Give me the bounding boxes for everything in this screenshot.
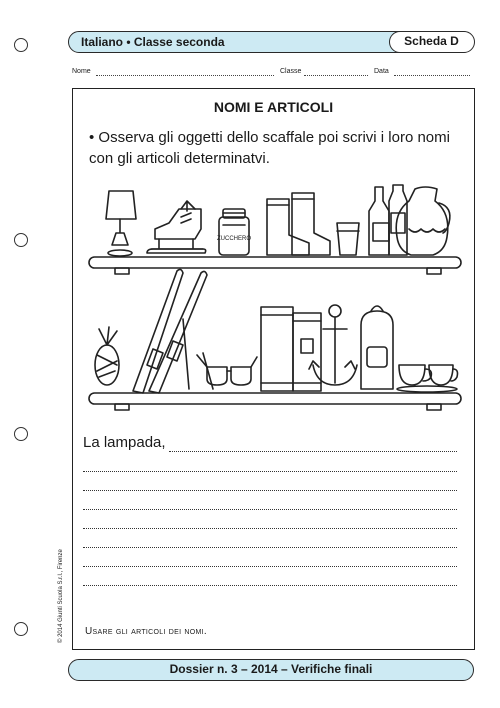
name-field[interactable]	[96, 75, 274, 76]
date-field[interactable]	[394, 75, 470, 76]
lower-shelf-brackets	[115, 404, 441, 410]
answer-line[interactable]	[83, 490, 457, 491]
sunglasses-icon	[197, 355, 257, 385]
skate-icon	[147, 201, 206, 253]
svg-text:ZUCCHERO: ZUCCHERO	[217, 236, 251, 242]
binder-hole	[14, 427, 28, 441]
skis-icon	[133, 269, 213, 393]
class-label: Classe	[280, 68, 302, 75]
subject-label: Italiano • Classe seconda	[81, 35, 225, 49]
binder-hole	[14, 233, 28, 247]
answer-line[interactable]	[83, 528, 457, 529]
answer-line[interactable]	[83, 471, 457, 472]
lower-shelf	[89, 393, 461, 404]
answer-line[interactable]	[83, 566, 457, 567]
jar-icon	[217, 209, 251, 255]
shelf-illustration	[87, 179, 463, 419]
student-fields	[72, 66, 472, 80]
anchor-icon	[309, 305, 357, 385]
pineapple-icon	[95, 327, 119, 385]
teacups-icon	[397, 365, 458, 392]
answer-example: La lampada,	[83, 434, 166, 451]
glass-icon	[337, 223, 359, 255]
binder-hole	[14, 622, 28, 636]
backpack-icon	[361, 306, 393, 389]
footer-bar: Dossier n. 3 – 2014 – Verifiche finali	[68, 659, 474, 681]
instruction-text: • Osserva gli oggetti dello scaffale poi scrivi i loro nomi con gli articoli determinatvi.	[89, 129, 450, 167]
worksheet-title: NOMI E ARTICOLI	[213, 99, 334, 115]
answer-line[interactable]	[169, 451, 457, 452]
worksheet-tag: Scheda D	[389, 31, 475, 53]
answer-line[interactable]	[83, 585, 457, 586]
answer-line[interactable]	[83, 509, 457, 510]
worksheet-frame	[72, 88, 475, 650]
header-bar	[68, 31, 474, 53]
books-icon	[261, 307, 321, 391]
class-field[interactable]	[304, 75, 368, 76]
footnote-text: Usare gli articoli dei nomi.	[85, 626, 207, 637]
copyright-text: © 2014 Giunti Scuola S.r.l., Firenze	[58, 549, 64, 643]
lamp-icon	[106, 191, 136, 256]
binder-hole	[14, 38, 28, 52]
answer-line[interactable]	[83, 547, 457, 548]
date-label: Data	[374, 68, 389, 75]
upper-shelf	[89, 257, 461, 268]
bottles-icon	[369, 185, 407, 255]
upper-shelf-brackets	[115, 268, 441, 274]
boots-icon	[267, 193, 330, 255]
name-label: Nome	[72, 68, 91, 75]
